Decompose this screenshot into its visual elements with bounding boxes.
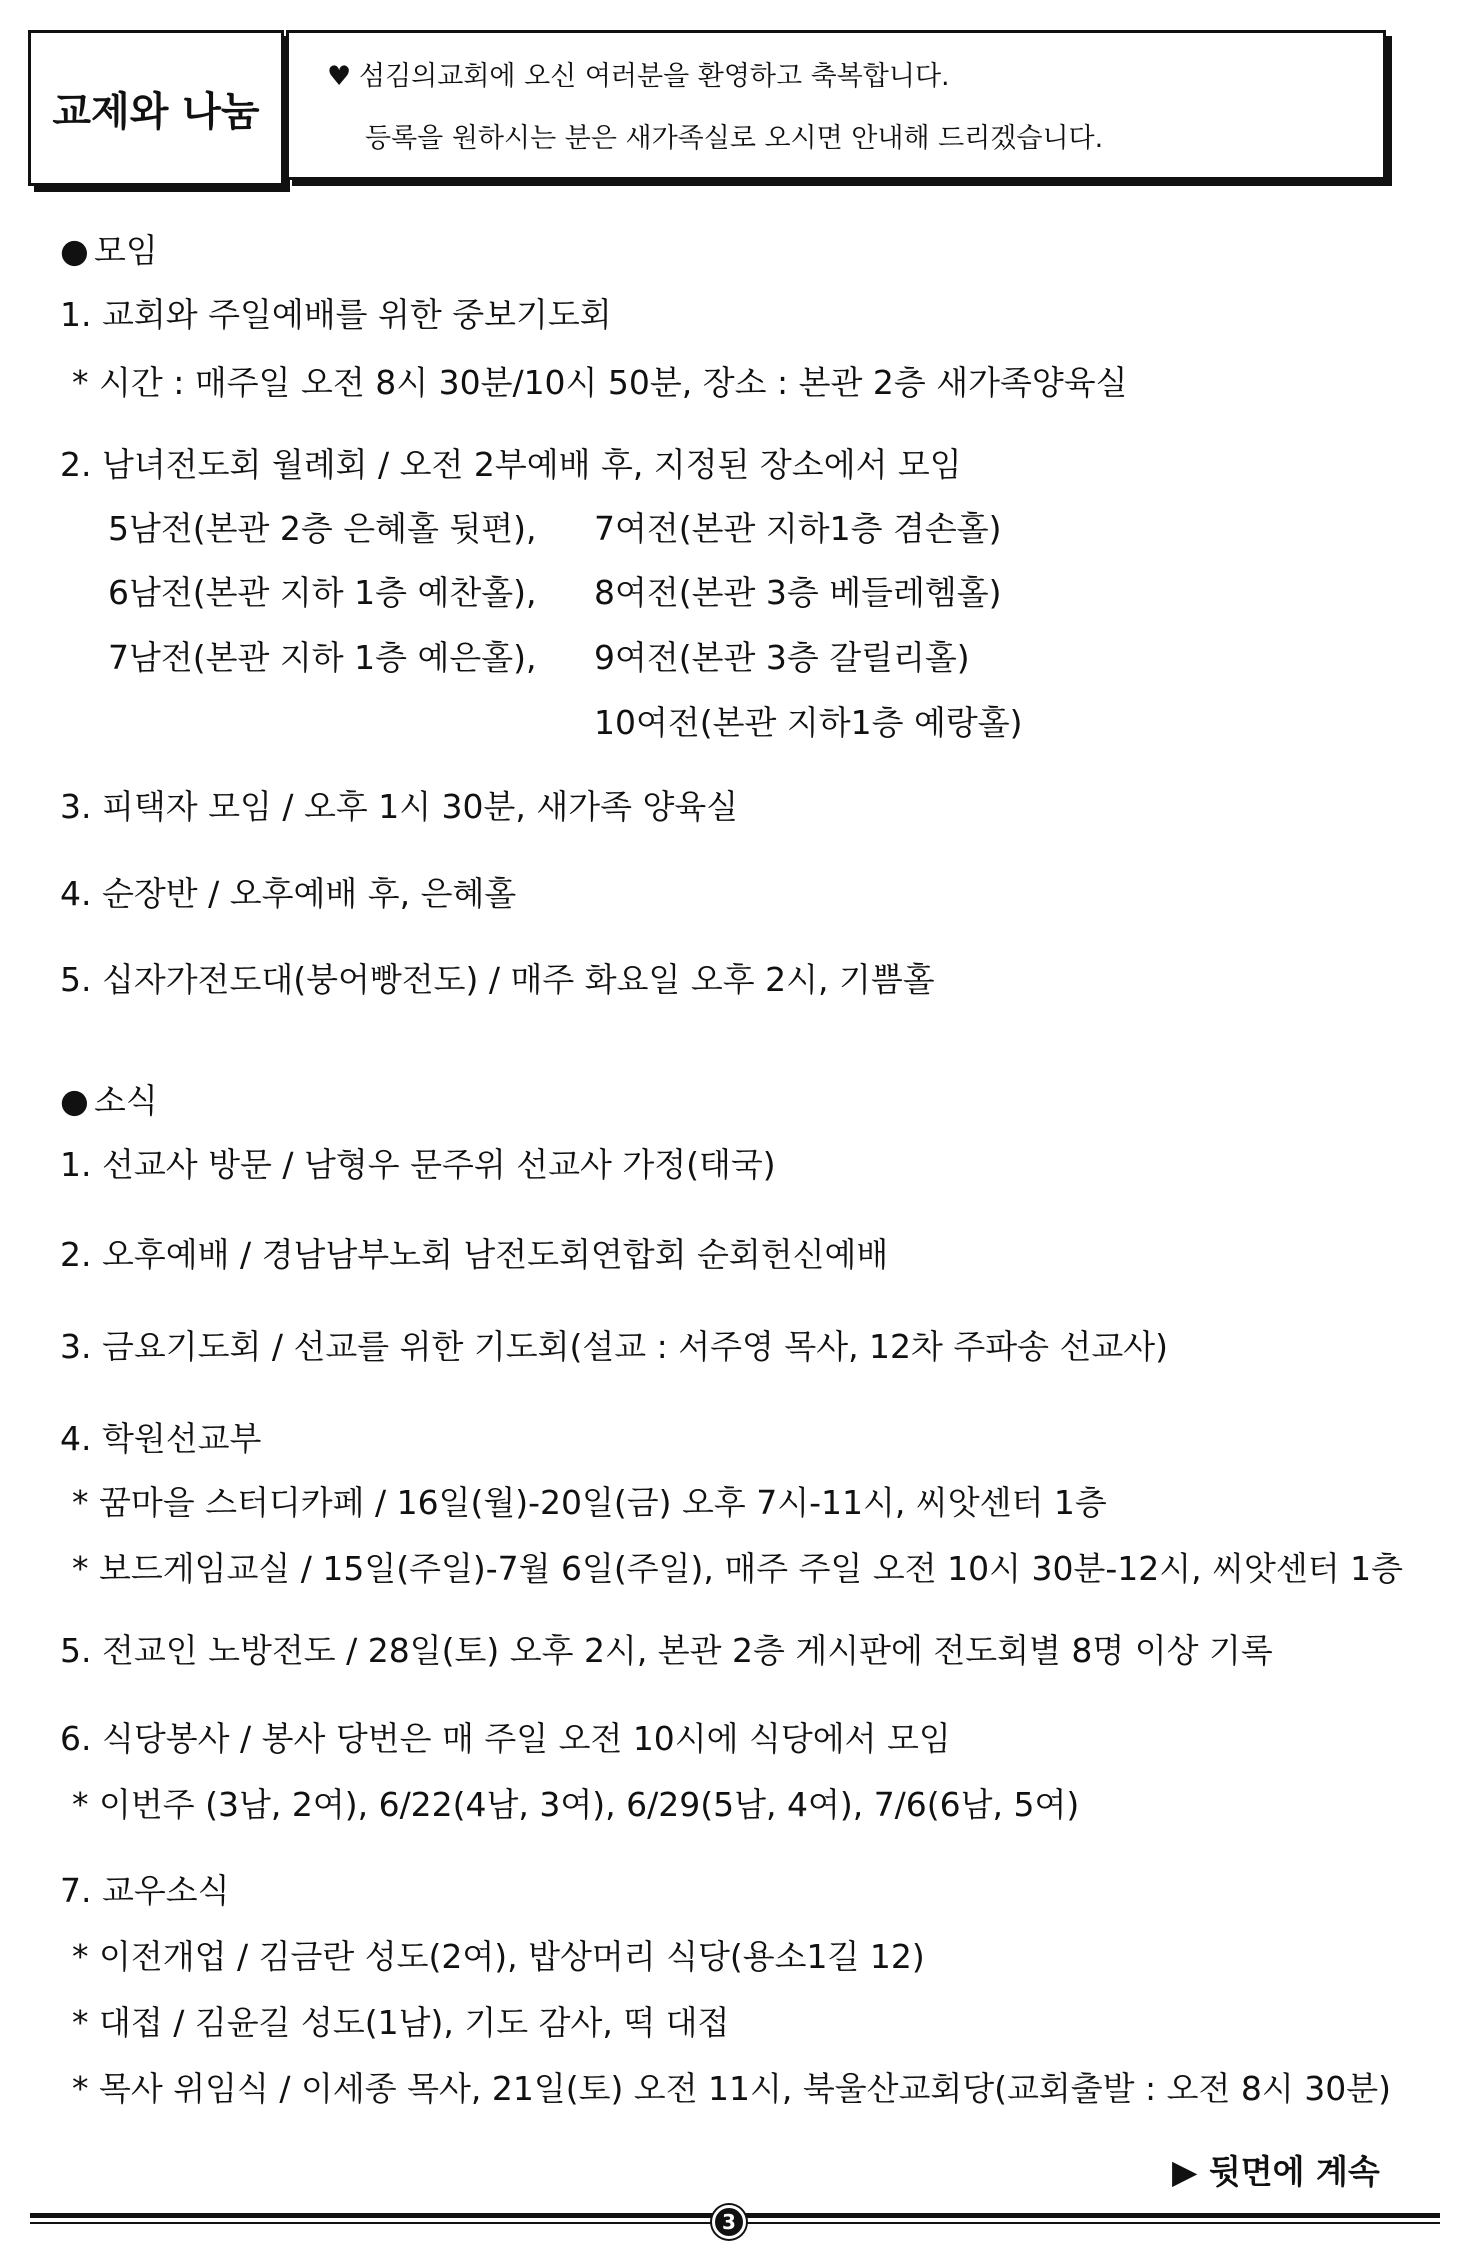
mens-group-2: 6남전(본관 지하 1층 예찬홀), <box>108 573 537 612</box>
news-item-4-detail-1: * 꿈마을 스터디카페 / 16일(월)-20일(금) 오후 7시-11시, 씨앗센터 1층 <box>72 1483 1107 1522</box>
filled-circle-icon: ● <box>60 1081 89 1120</box>
news-item-4-detail-2: * 보드게임교실 / 15일(주일)-7월 6일(주일), 매주 주일 오전 10시 30분-12시, 씨앗센터 1층 <box>72 1549 1403 1588</box>
meeting-item-5: 5. 십자가전도대(붕어빵전도) / 매주 화요일 오후 2시, 기쁨홀 <box>60 960 935 999</box>
mens-group-3: 7남전(본관 지하 1층 예은홀), <box>108 638 537 677</box>
section-title-box <box>28 30 284 186</box>
news-heading: ● 소식 <box>60 1081 158 1120</box>
womens-group-1: 7여전(본관 지하1층 겸손홀) <box>594 509 1002 548</box>
news-item-6: 6. 식당봉사 / 봉사 당번은 매 주일 오전 10시에 식당에서 모임 <box>60 1719 951 1758</box>
filled-circle-icon: ● <box>60 231 89 270</box>
meeting-item-1-detail: * 시간 : 매주일 오전 8시 30분/10시 50분, 장소 : 본관 2층 새가족양육실 <box>72 363 1128 402</box>
continue-note <box>1172 2146 1380 2193</box>
right-triangle-icon: ▶ <box>1172 2152 1198 2191</box>
womens-group-3: 9여전(본관 3층 갈릴리홀) <box>594 638 970 677</box>
footer-rule <box>30 2205 1440 2235</box>
section-title: 교제와 나눔 <box>52 88 260 135</box>
news-item-2: 2. 오후예배 / 경남남부노회 남전도회연합회 순회헌신예배 <box>60 1235 889 1274</box>
meeting-item-3: 3. 피택자 모임 / 오후 1시 30분, 새가족 양육실 <box>60 787 739 826</box>
welcome-line-1: ♥ 섬김의교회에 오신 여러분을 환영하고 축복합니다. <box>327 57 1383 97</box>
news-item-7: 7. 교우소식 <box>60 1871 230 1910</box>
page-number: 3 <box>712 2205 746 2239</box>
womens-group-4: 10여전(본관 지하1층 예랑홀) <box>594 703 1023 742</box>
news-item-7-detail-2: * 대접 / 김윤길 성도(1남), 기도 감사, 떡 대접 <box>72 2003 730 2042</box>
news-item-6-detail: * 이번주 (3남, 2여), 6/22(4남, 3여), 6/29(5남, 4여), 7/6(6남, 5여) <box>72 1785 1080 1824</box>
welcome-box <box>286 30 1386 180</box>
continue-label: 뒷면에 계속 <box>1208 2152 1380 2191</box>
meeting-item-1: 1. 교회와 주일예배를 위한 중보기도회 <box>60 295 612 334</box>
welcome-line-2: 등록을 원하시는 분은 새가족실로 오시면 안내해 드리겠습니다. <box>365 123 1104 154</box>
news-item-3: 3. 금요기도회 / 선교를 위한 기도회(설교 : 서주영 목사, 12차 주파송 선교사) <box>60 1327 1169 1366</box>
meetings-heading: ● 모임 <box>60 231 158 270</box>
meeting-item-2: 2. 남녀전도회 월례회 / 오전 2부예배 후, 지정된 장소에서 모임 <box>60 445 962 484</box>
womens-group-2: 8여전(본관 3층 베들레헴홀) <box>594 573 1002 612</box>
news-item-1: 1. 선교사 방문 / 남형우 문주위 선교사 가정(태국) <box>60 1145 776 1184</box>
mens-group-1: 5남전(본관 2층 은혜홀 뒷편), <box>108 509 537 548</box>
heart-icon: ♥ <box>327 61 352 92</box>
news-item-5: 5. 전교인 노방전도 / 28일(토) 오후 2시, 본관 2층 게시판에 전도회별 8명 이상 기록 <box>60 1631 1273 1670</box>
news-item-7-detail-1: * 이전개업 / 김금란 성도(2여), 밥상머리 식당(용소1길 12) <box>72 1937 925 1976</box>
news-item-7-detail-3: * 목사 위임식 / 이세종 목사, 21일(토) 오전 11시, 북울산교회당(교회출발 : 오전 8시 30분) <box>72 2069 1392 2108</box>
news-item-4: 4. 학원선교부 <box>60 1419 262 1458</box>
meeting-item-4: 4. 순장반 / 오후예배 후, 은혜홀 <box>60 874 517 913</box>
